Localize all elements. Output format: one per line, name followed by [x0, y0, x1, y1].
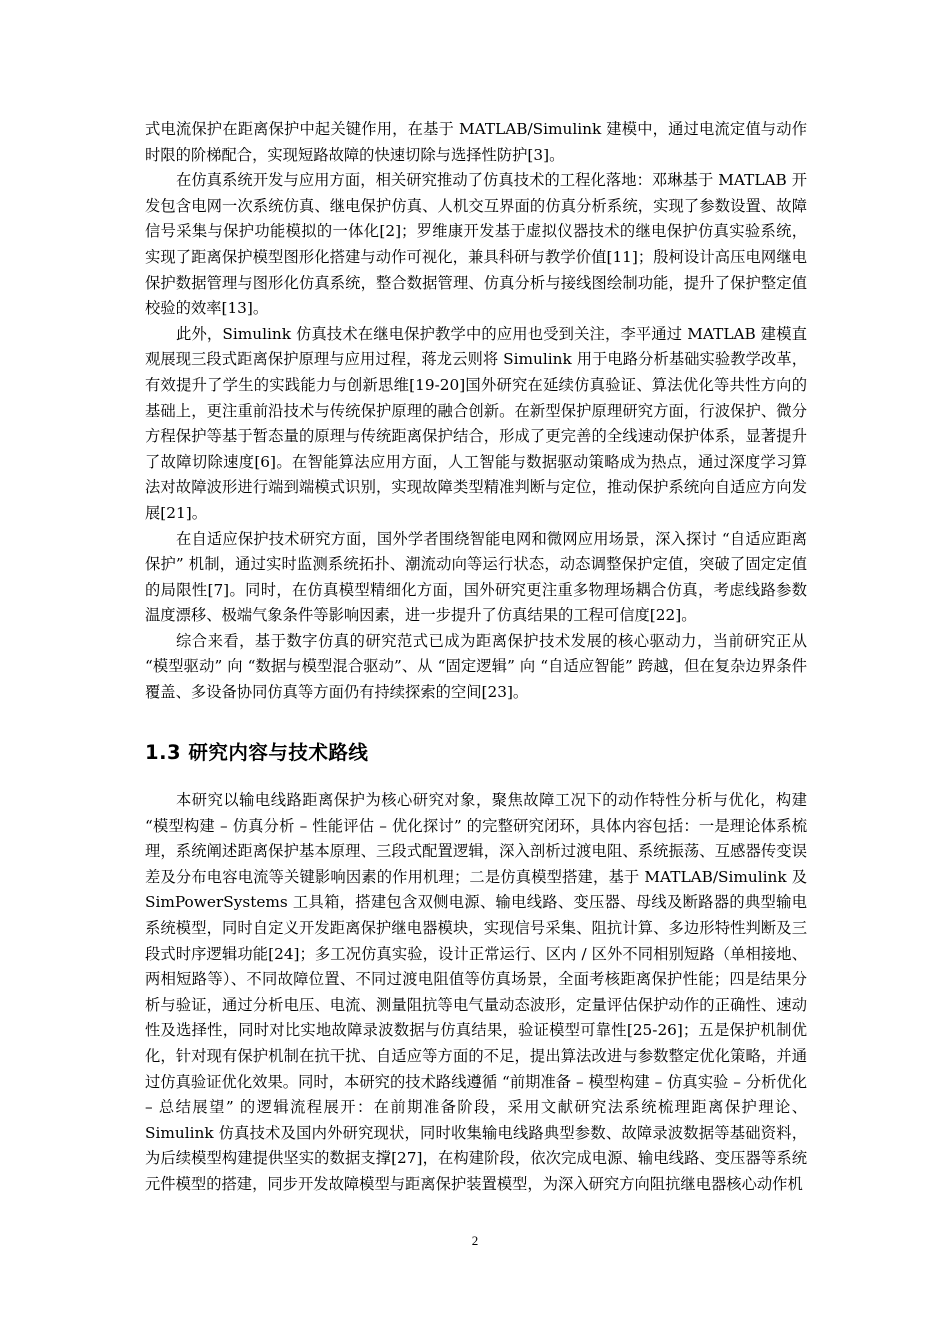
paragraph-1: 式电流保护在距离保护中起关键作用，在基于 MATLAB/Simulink 建模中，通过电流定值与动作时限的阶梯配合，实现短路故障的快速切除与选择性防护[3]。	[145, 120, 807, 164]
paragraph-3: 此外，Simulink 仿真技术在继电保护教学中的应用也受到关注，李平通过 MATLAB 建模直观展现三段式距离保护原理与应用过程，蒋龙云则将 Simulink 用于电路分析基础实验教学改革，有效提升了学生的实践能力与创新思维[19-20]国外研究在延续仿真验证、算法优化等共性方向的基础上，更注重前沿技术与传统保护原理的融合创新。在新型保护原理研究方面，行波保护、微分方程保护等基于暂态量的原理与传统距离保护结合，形成了更完善的全线速动保护体系，显著提升了故障切除速度[6]。在智能算法应用方面，人工智能与数据驱动策略成为热点，通过深度学习算法对故障波形进行端到端模式识别，实现故障类型精准判断与定位，推动保护系统向自适应方向发展[21]。	[145, 324, 807, 522]
paragraph-2: 在仿真系统开发与应用方面，相关研究推动了仿真技术的工程化落地：邓琳基于 MATLAB 开发包含电网一次系统仿真、继电保护仿真、人机交互界面的仿真分析系统，实现了参数设置、故障信号采集与保护功能模拟的一体化[2]；罗维康开发基于虚拟仪器技术的继电保护仿真实验系统，实现了距离保护模型图形化搭建与动作可视化，兼具科研与教学价值[11]；殷柯设计高压电网继电保护数据管理与图形化仿真系统，整合数据管理、仿真分析与接线图绘制功能，提升了保护整定值校验的效率[13]。	[145, 171, 807, 318]
paragraph-6: 本研究以输电线路距离保护为核心研究对象，聚焦故障工况下的动作特性分析与优化，构建 “模型构建 – 仿真分析 – 性能评估 – 优化探讨” 的完整研究闭环，具体内容包括：一是理论体系梳理，系统阐述距离保护基本原理、三段式配置逻辑，深入剖析过渡电阻、系统振荡、互感器传变误差及分布电容电流等关键影响因素的作用机理；二是仿真模型搭建，基于 MATLAB/Simulink 及 SimPowerSystems 工具箱，搭建包含双侧电源、输电线路、变压器、母线及断路器的典型输电系统模型，同时自定义开发距离保护继电器模块，实现信号采集、阻抗计算、多边形特性判断及三段式时序逻辑功能[24]；多工况仿真实验，设计正常运行、区内 / 区外不同相别短路（单相接地、两相短路等）、不同故障位置、不同过渡电阻值等仿真场景，全面考核距离保护性能；四是结果分析与验证，通过分析电压、电流、测量阻抗等电气量动态波形，定量评估保护动作的正确性、速动性及选择性，同时对比实地故障录波数据与仿真结果，验证模型可靠性[25-26]；五是保护机制优化，针对现有保护机制在抗干扰、自适应等方面的不足，提出算法改进与参数整定优化策略，并通过仿真验证优化效果。同时，本研究的技术路线遵循 “前期准备 – 模型构建 – 仿真实验 – 分析优化 – 总结展望” 的逻辑流程展开：在前期准备阶段，采用文献研究法系统梳理距离保护理论、Simulink 仿真技术及国内外研究现状，同时收集输电线路典型参数、故障录波数据等基础资料，为后续模型构建提供坚实的数据支撑[27]，在构建阶段，依次完成电源、输电线路、变压器等系统元件模型的搭建，同步开发故障模型与距离保护装置模型，为深入研究方向阻抗继电器核心动作机	[145, 791, 807, 1193]
section-heading: 1.3 研究内容与技术路线	[145, 741, 369, 764]
body-section-1	[145, 117, 807, 706]
body-section-2	[145, 788, 807, 1198]
page-number: 2	[471, 1233, 479, 1248]
paragraph-5: 综合来看，基于数字仿真的研究范式已成为距离保护技术发展的核心驱动力，当前研究正从 “模型驱动” 向 “数据与模型混合驱动”、从 “固定逻辑” 向 “自适应智能” 跨越，但在复杂边界条件覆盖、多设备协同仿真等方面仍有持续探索的空间[23]。	[145, 631, 807, 702]
paragraph-4: 在自适应保护技术研究方面，国外学者围绕智能电网和微网应用场景，深入探讨 “自适应距离保护” 机制，通过实时监测系统拓扑、潮流动向等运行状态，动态调整保护定值，突破了固定定值的局限性[7]。同时，在仿真模型精细化方面，国外研究更注重多物理场耦合仿真，考虑线路参数温度漂移、极端气象条件等影响因素，进一步提升了仿真结果的工程可信度[22]。	[145, 529, 807, 625]
